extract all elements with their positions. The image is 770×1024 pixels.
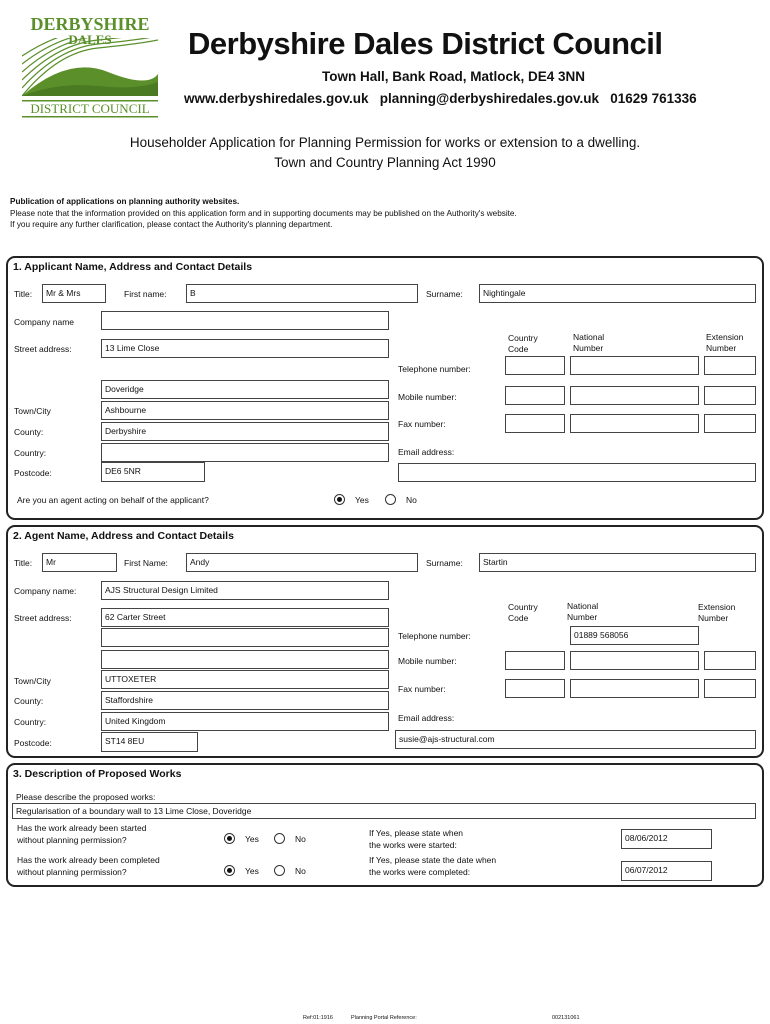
agent-tel-national[interactable]: 01889 568056 (570, 626, 699, 645)
council-address: Town Hall, Bank Road, Matlock, DE4 3NN (322, 69, 586, 84)
footer-portal-label: Planning Portal Reference: (351, 1015, 417, 1021)
agent-street-1-field[interactable]: 62 Carter Street (101, 608, 389, 627)
works-completed-yes-radio[interactable] (224, 865, 235, 876)
agent-national-number-header: National Number (567, 601, 599, 622)
applicant-tel-extension[interactable] (704, 356, 756, 375)
works-started-yes-label: Yes (245, 834, 259, 844)
applicant-mob-national[interactable] (570, 386, 699, 405)
agent-country-code-header: Country Code (508, 602, 538, 623)
applicant-town-label: Town/City (14, 406, 51, 416)
form-title (0, 133, 770, 173)
applicant-title-label: Title: (14, 289, 33, 299)
applicant-fax-national[interactable] (570, 414, 699, 433)
applicant-tel-national[interactable] (570, 356, 699, 375)
applicant-extension-header: Extension Number (706, 332, 744, 353)
applicant-street-2-field[interactable]: Doveridge (101, 380, 389, 399)
works-started-no-radio[interactable] (274, 833, 285, 844)
agent-email-label: Email address: (398, 713, 455, 723)
agent-company-field[interactable]: AJS Structural Design Limited (101, 581, 389, 600)
agent-mobile-label: Mobile number: (398, 656, 457, 666)
applicant-county-field[interactable]: Derbyshire (101, 422, 389, 441)
works-started-yes-radio[interactable] (224, 833, 235, 844)
agent-question: Are you an agent acting on behalf of the applicant? (17, 495, 209, 505)
applicant-mob-country-code[interactable] (505, 386, 565, 405)
applicant-fax-label: Fax number: (398, 419, 446, 429)
applicant-mob-extension[interactable] (704, 386, 756, 405)
footer-ref: Ref:01:1916 (303, 1015, 333, 1021)
applicant-country-field[interactable] (101, 443, 389, 462)
agent-country-label: Country: (14, 717, 47, 727)
works-started-question: Has the work already been started without planning permission? (17, 823, 147, 845)
agent-street-3-field[interactable] (101, 650, 389, 669)
works-completed-date-field[interactable]: 06/07/2012 (621, 861, 712, 881)
agent-street-2-field[interactable] (101, 628, 389, 647)
applicant-surname-field[interactable]: Nightingale (479, 284, 756, 303)
applicant-fax-country-code[interactable] (505, 414, 565, 433)
applicant-street-label: Street address: (14, 344, 72, 354)
agent-email-field[interactable]: susie@ajs-structural.com (395, 730, 756, 749)
works-started-date-field[interactable]: 08/06/2012 (621, 829, 712, 849)
applicant-postcode-label: Postcode: (14, 468, 52, 478)
works-completed-no-label: No (295, 866, 306, 876)
agent-town-field[interactable]: UTTOXETER (101, 670, 389, 689)
applicant-country-label: Country: (14, 448, 47, 458)
applicant-company-field[interactable] (101, 311, 389, 330)
agent-telephone-label: Telephone number: (398, 631, 471, 641)
agent-title-field[interactable]: Mr (42, 553, 117, 572)
works-started-no-label: No (295, 834, 306, 844)
agent-mob-country-code[interactable] (505, 651, 565, 670)
works-started-date-label: If Yes, please state when the works were started: (369, 828, 464, 850)
agent-yes-label: Yes (355, 495, 369, 505)
agent-mob-national[interactable] (570, 651, 699, 670)
works-completed-question: Has the work already been completed without planning permission? (17, 855, 160, 877)
agent-fax-label: Fax number: (398, 684, 446, 694)
agent-extension-header: Extension Number (698, 602, 736, 623)
applicant-fax-extension[interactable] (704, 414, 756, 433)
agent-no-radio[interactable] (385, 494, 396, 505)
applicant-email-label: Email address: (398, 447, 455, 457)
agent-yes-radio[interactable] (334, 494, 345, 505)
publication-line-2: If you require any further clarification, please contact the Authority's planning department. (10, 220, 333, 229)
agent-postcode-field[interactable]: ST14 8EU (101, 732, 198, 752)
logo-line-2: DALES (68, 32, 112, 47)
applicant-telephone-label: Telephone number: (398, 364, 471, 374)
agent-town-label: Town/City (14, 676, 51, 686)
agent-postcode-label: Postcode: (14, 738, 52, 748)
agent-fax-country-code[interactable] (505, 679, 565, 698)
applicant-town-field[interactable]: Ashbourne (101, 401, 389, 420)
agent-county-label: County: (14, 696, 44, 706)
agent-surname-label: Surname: (426, 558, 463, 568)
council-contact: www.derbyshiredales.gov.uk planning@derbyshiredales.gov.uk 01629 761336 (184, 91, 697, 106)
logo-line-3: DISTRICT COUNCIL (30, 101, 150, 116)
applicant-street-1-field[interactable]: 13 Lime Close (101, 339, 389, 358)
applicant-company-label: Company name (14, 317, 75, 327)
applicant-first-name-label: First name: (124, 289, 167, 299)
council-logo (18, 12, 162, 120)
works-completed-yes-label: Yes (245, 866, 259, 876)
council-title: Derbyshire Dales District Council (188, 26, 663, 61)
applicant-country-code-header: Country Code (508, 333, 538, 354)
applicant-title-field[interactable]: Mr & Mrs (42, 284, 106, 303)
works-description-field[interactable]: Regularisation of a boundary wall to 13 Lime Close, Doveridge (12, 803, 756, 819)
applicant-tel-country-code[interactable] (505, 356, 565, 375)
agent-country-field[interactable]: United Kingdom (101, 712, 389, 731)
agent-company-label: Company name: (14, 586, 77, 596)
form-title-line-2: Town and Country Planning Act 1990 (274, 155, 496, 170)
logo-line-1: DERBYSHIRE (30, 14, 150, 34)
agent-mob-extension[interactable] (704, 651, 756, 670)
applicant-surname-label: Surname: (426, 289, 463, 299)
works-completed-no-radio[interactable] (274, 865, 285, 876)
works-describe-label: Please describe the proposed works: (16, 792, 156, 802)
form-title-line-1: Householder Application for Planning Permission for works or extension to a dwelling. (129, 135, 641, 150)
footer-portal-number: 002131061 (552, 1015, 580, 1021)
publication-line-1: Please note that the information provided on this application form and in supporting documents may be published on the Authority's website. (10, 208, 517, 218)
section-2-title: 2. Agent Name, Address and Contact Details (13, 530, 234, 542)
applicant-email-field[interactable] (398, 463, 756, 482)
agent-no-label: No (406, 495, 417, 505)
publication-notice (10, 196, 517, 231)
agent-surname-field[interactable]: Startin (479, 553, 756, 572)
applicant-county-label: County: (14, 427, 44, 437)
agent-fax-national[interactable] (570, 679, 699, 698)
section-1-title: 1. Applicant Name, Address and Contact Details (13, 261, 253, 273)
agent-county-field[interactable]: Staffordshire (101, 691, 389, 710)
agent-first-name-field[interactable]: Andy (186, 553, 418, 572)
agent-title-label: Title: (14, 558, 33, 568)
applicant-mobile-label: Mobile number: (398, 392, 457, 402)
agent-fax-extension[interactable] (704, 679, 756, 698)
works-completed-date-label: If Yes, please state the date when the works were completed: (369, 855, 497, 877)
applicant-first-name-field[interactable]: B (186, 284, 418, 303)
applicant-postcode-field[interactable]: DE6 5NR (101, 462, 205, 482)
section-3-title: 3. Description of Proposed Works (13, 768, 182, 780)
agent-street-label: Street address: (14, 613, 72, 623)
agent-first-name-label: First Name: (124, 558, 168, 568)
applicant-national-number-header: National Number (573, 332, 605, 353)
publication-heading: Publication of applications on planning authority websites. (10, 197, 240, 206)
